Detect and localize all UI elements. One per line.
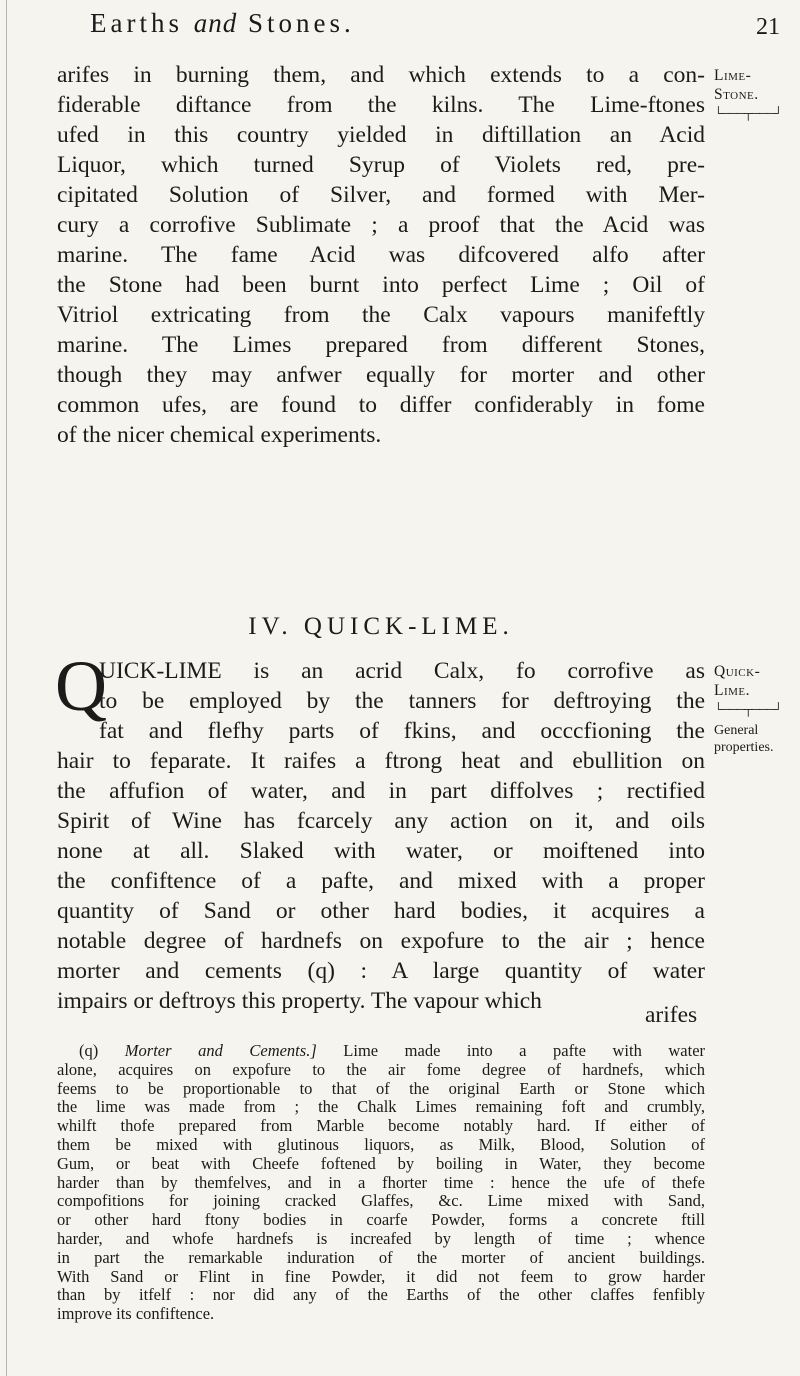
footnote-line: compofitions for joining cracked Glaffes, &c. Lime mixed with Sand,	[57, 1192, 705, 1211]
footnote-line: harder, and whofe hardnefs is increafed by length of time ; whence	[57, 1229, 705, 1248]
footnote-heading: Morter and Cements.]	[124, 1042, 317, 1060]
text-line: the affufion of water, and in part diffolves ; rectified	[57, 778, 705, 804]
footnote-line: alone, acquires on expofure to the air fome degree of hardnefs, which	[57, 1060, 705, 1079]
text-line: arifes in burning them, and which extends to a con-	[57, 62, 705, 88]
text-line: cipitated Solution of Silver, and formed with Mer-	[57, 182, 705, 208]
text-line: none at all. Slaked with water, or moiftened into	[57, 838, 705, 864]
text-line: marine. The fame Acid was difcovered alfo after	[57, 242, 705, 268]
text-line: the Stone had been burnt into perfect Lime ; Oil of	[57, 272, 705, 298]
text-line: quantity of Sand or other hard bodies, it acquires a	[57, 898, 705, 924]
paragraph-quick-lime	[57, 656, 705, 1016]
side-note-quick-lime	[714, 662, 800, 719]
page-number: 21	[756, 14, 780, 40]
footnote	[57, 1042, 705, 1324]
text-line: notable degree of hardnefs on expofure to the air ; hence	[57, 928, 705, 954]
page-edge-shadow	[6, 0, 7, 1376]
running-head-title	[90, 8, 355, 39]
brace-mark: └───┬───┘	[714, 702, 782, 716]
catchword: arifes	[645, 1002, 698, 1028]
text-line: though they may anfwer equally for morter and other	[57, 362, 705, 388]
text-line: impairs or deftroys this property. The vapour which	[57, 988, 542, 1014]
text-line: to be employed by the tanners for deftroying the	[99, 688, 705, 714]
side-note-line: Lime-	[714, 67, 752, 84]
text-line: of the nicer chemical experiments.	[57, 422, 382, 448]
footnote-line: With Sand or Flint in fine Powder, it did not feem to grow harder	[57, 1267, 705, 1286]
side-note-line: properties.	[714, 740, 774, 755]
side-note-lime-stone	[714, 66, 800, 123]
section-heading: IV. QUICK-LIME.	[248, 613, 514, 640]
text-line: morter and cements (q) : A large quantity of water	[57, 958, 705, 984]
text-line: hair to feparate. It raifes a ftrong heat and ebullition on	[57, 748, 705, 774]
text-line: ufed in this country yielded in diftillation an Acid	[57, 122, 705, 148]
footnote-line: the lime was made from ; the Chalk Limes remaining foft and crumbly,	[57, 1098, 705, 1117]
footnote-line: in part the remarkable induration of the morter of ancient buildings.	[57, 1248, 705, 1267]
side-note-line: Lime.	[714, 682, 751, 699]
text-line: cury a corrofive Sublimate ; a proof that the Acid was	[57, 212, 705, 238]
text-line: the confiftence of a pafte, and mixed with a proper	[57, 868, 705, 894]
footnote-line	[57, 1042, 705, 1061]
side-note-line: Quick-	[714, 663, 761, 680]
text-line: marine. The Limes prepared from different Stones,	[57, 332, 705, 358]
footnote-text: Lime made into a pafte with water	[343, 1042, 705, 1060]
text-line: Liquor, which turned Syrup of Violets red, pre-	[57, 152, 705, 178]
side-note-line: Stone.	[714, 86, 759, 103]
text-line: UICK-LIME is an acrid Calx, fo corrofive as	[99, 658, 705, 684]
running-head-earths: Earths	[90, 8, 183, 38]
side-note-line: General	[714, 723, 759, 738]
text-line: Spirit of Wine has fcarcely any action on it, and oils	[57, 808, 705, 834]
footnote-line: or other hard ftony bodies in coarfe Powder, forms a concrete ftill	[57, 1211, 705, 1230]
running-head-and: and	[193, 8, 238, 38]
footnote-line: them be mixed with glutinous liquors, as Milk, Blood, Solution of	[57, 1135, 705, 1154]
text-line: common ufes, are found to differ confiderably in fome	[57, 392, 705, 418]
text-line: Vitriol extricating from the Calx vapours manifeftly	[57, 302, 705, 328]
footnote-line: improve its confiftence.	[57, 1305, 215, 1324]
footnote-line: whilft thofe prepared from Marble become notably hard. If either of	[57, 1117, 705, 1136]
running-head-stones: Stones.	[247, 8, 355, 38]
side-note-general-properties	[714, 722, 800, 756]
paragraph-lime-stone	[57, 60, 705, 450]
footnote-line: feems to be proportionable to that of the original Earth or Stone which	[57, 1079, 705, 1098]
drop-cap: Q	[55, 646, 107, 726]
footnote-line: Gum, or beat with Cheefe foftened by boiling in Water, they become	[57, 1154, 705, 1173]
brace-mark: └───┬───┘	[714, 106, 782, 120]
footnote-line: than by itfelf : nor did any of the Earths of the other claffes fenfibly	[57, 1286, 705, 1305]
text-line: fiderable diftance from the kilns. The Lime-ftones	[57, 92, 705, 118]
text-line: fat and flefhy parts of fkins, and occcfioning the	[99, 718, 705, 744]
footnote-line: harder than by themfelves, and in a fhorter time : hence the ufe of thefe	[57, 1173, 705, 1192]
running-head	[90, 8, 780, 48]
footnote-marker: (q)	[79, 1042, 99, 1060]
